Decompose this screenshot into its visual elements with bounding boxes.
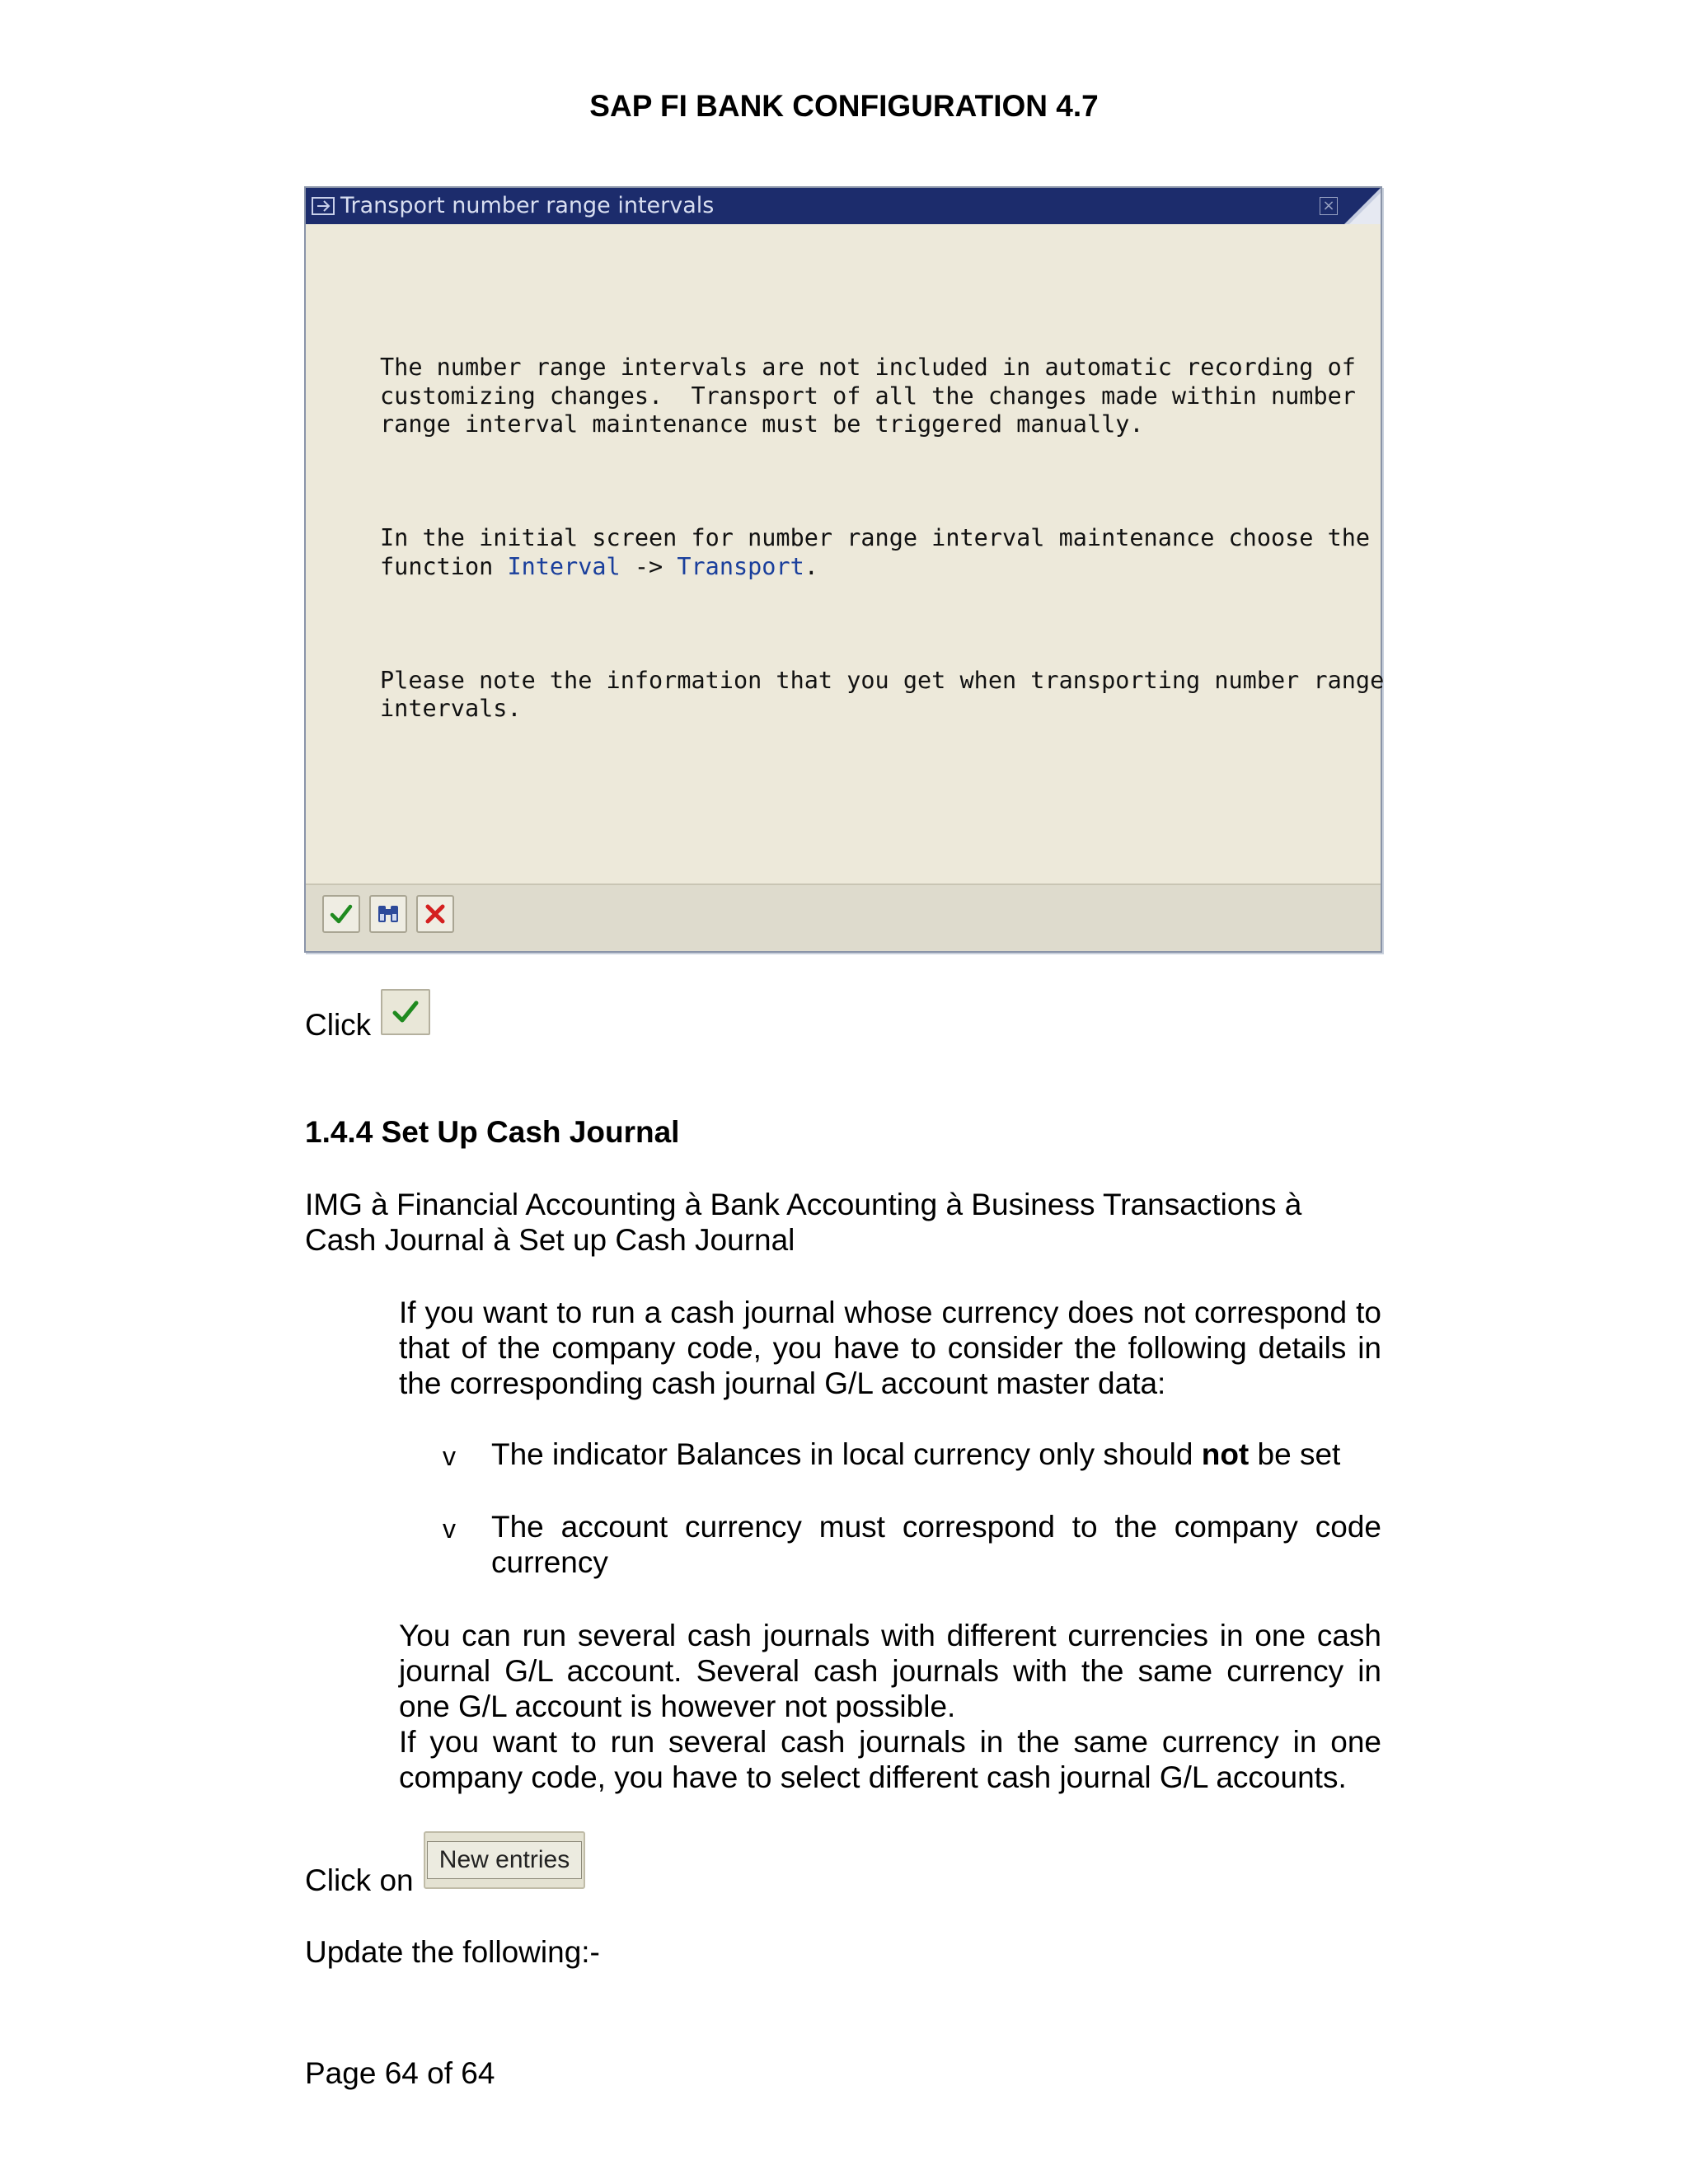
transport-dialog — [304, 186, 1385, 953]
continue-button-image — [381, 989, 430, 1035]
dialog-titlebar — [306, 188, 1381, 224]
bullet-item: The account currency must correspond to the company code currency — [491, 1510, 1381, 1579]
binoculars-icon — [377, 902, 400, 926]
message-paragraph-2: In the initial screen for number range interval maintenance choose the function Interval -> Transport. — [380, 524, 1371, 580]
bullet-item: The indicator Balances in local currency only should not be set — [491, 1437, 1341, 1471]
page-number: Page 64 of 64 — [305, 2056, 495, 2090]
cancel-button[interactable] — [416, 895, 454, 933]
close-icon[interactable]: × — [1320, 197, 1338, 215]
dialog-message — [380, 297, 1385, 808]
checkmark-icon — [391, 997, 420, 1027]
intro-paragraph: If you want to run a cash journal whose currency does not correspond to that of the company code, you have to consider the following details in the corresponding cash journal G/L account master data: — [399, 1296, 1381, 1400]
continue-button[interactable] — [322, 895, 360, 933]
titlebar-corner — [1344, 188, 1381, 224]
message-paragraph-1: The number range intervals are not included in automatic recording of customizing changes. Transport of all the changes made within number range interval maintenance must be triggered manually. — [380, 354, 1356, 438]
checkmark-icon — [330, 902, 353, 926]
same-currency-paragraph: If you want to run several cash journals in the same currency in one company code, you have to select different cash journal G/L accounts. — [399, 1725, 1381, 1794]
interval-link[interactable]: Interval — [507, 552, 621, 580]
cancel-icon — [424, 902, 447, 926]
multi-currency-paragraph: You can run several cash journals with different currencies in one cash journal G/L account. Several cash journals with the same currency in one G/L account is however not possible. — [399, 1619, 1381, 1723]
click-on-instruction: Click on — [305, 1863, 414, 1897]
new-entries-button: New entries — [424, 1831, 585, 1889]
section-heading: 1.4.4 Set Up Cash Journal — [305, 1115, 680, 1149]
bullet-marker: v — [443, 1514, 456, 1544]
window-menu-icon[interactable] — [311, 194, 339, 218]
dialog-toolbar — [306, 883, 1381, 951]
find-button[interactable] — [369, 895, 407, 933]
message-paragraph-3: Please note the information that you get when transporting number range intervals. — [380, 666, 1385, 722]
click-instruction: Click — [305, 1008, 372, 1042]
transport-link[interactable]: Transport — [677, 552, 804, 580]
update-instruction: Update the following:- — [305, 1935, 600, 1969]
bullet-marker: v — [443, 1441, 456, 1471]
document-header: SAP FI BANK CONFIGURATION 4.7 — [589, 89, 1099, 123]
img-path: IMG à Financial Accounting à Bank Accounting à Business Transactions à Cash Journal à Set up Cash Journal — [305, 1188, 1302, 1257]
dialog-title: Transport number range intervals — [340, 193, 715, 218]
